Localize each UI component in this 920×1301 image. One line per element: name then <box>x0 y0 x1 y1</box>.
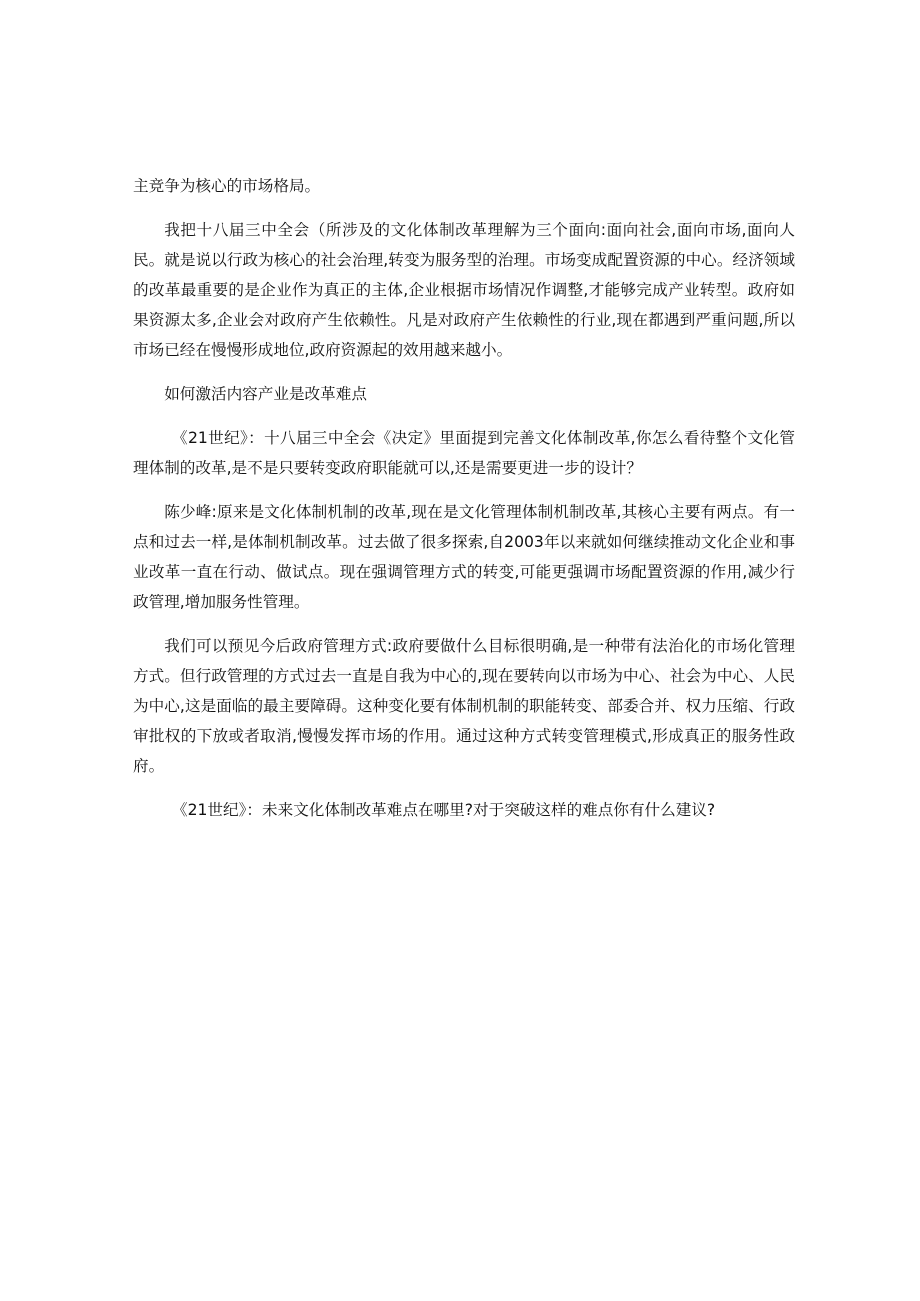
interview-question: 《21世纪》：未来文化体制改革难点在哪里?对于突破这样的难点你有什么建议? <box>172 801 716 819</box>
paragraph-government-management: 我们可以预见今后政府管理方式:政府要做什么目标很明确,是一种带有法治化的市场化管理方式。但行政管理的方式过去一直是自我为中心的,现在要转向以市场为中心、社会为中心、人民为中心,这是面临的最主要障碍。这种变化要有体制机制的职能转变、部委合并、权力压缩、行政审批权的下放或者取消,慢慢发挥市场的作用。通过这种方式转变管理模式,形成真正的服务性政府。 <box>133 637 795 775</box>
paragraph-continuation: 主竞争为核心的市场格局。 <box>133 177 321 195</box>
paragraph-reform-orientation: 我把十八届三中全会（所涉及的文化体制改革理解为三个面向:面向社会,面向市场,面向人民。就是说以行政为核心的社会治理,转变为服务型的治理。市场变成配置资源的中心。经济领域的改革最重要的是企业作为真正的主体,企业根据市场情况作调整,才能够完成产业转型。政府如果资源太多,企业会对政府产生依赖性。凡是对政府产生依赖性的行业,现在都遇到严重问题,所以市场已经在慢慢形成地位,政府资源起的效用越来越小。 <box>133 221 795 359</box>
interview-answer: 陈少峰:原来是文化体制机制的改革,现在是文化管理体制机制改革,其核心主要有两点。有一点和过去一样,是体制机制改革。过去做了很多探索,自2003年以来就如何继续推动文化企业和事业改革一直在行动、做试点。现在强调管理方式的转变,可能更强调市场配置资源的作用,减少行政管理,增加服务性管理。 <box>133 503 795 611</box>
interview-question: 《21世纪》：十八届三中全会《决定》里面提到完善文化体制改革,你怎么看待整个文化管理体制的改革,是不是只要转变政府职能就可以,还是需要更进一步的设计？ <box>133 429 795 477</box>
section-heading: 如何激活内容产业是改革难点 <box>164 385 367 403</box>
document-body <box>133 171 795 825</box>
